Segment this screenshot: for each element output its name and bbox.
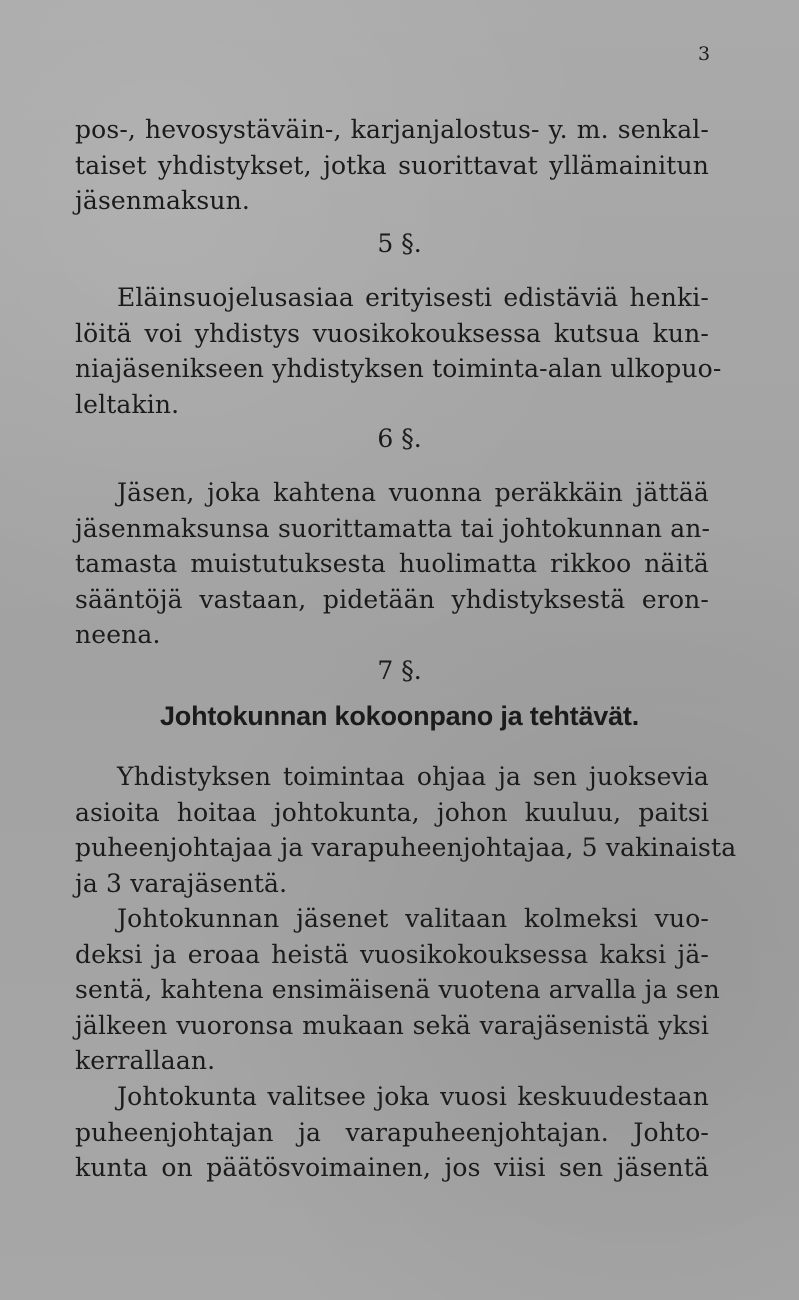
text-line: leltakin. [75,389,180,419]
section-number-5: 5 §. [377,229,422,258]
text-line: tamasta muistutuksesta huolimatta rikkoo näitä [75,549,709,578]
page-number: 3 [698,43,711,65]
text-line: asioita hoitaa johtokunta, johon kuuluu, paitsi [75,797,709,827]
text-line: pos-, hevosystäväin-, karjanjalostus- y. m. senkal- [75,115,709,144]
text-line: Eläinsuojelusasiaa erityisesti edistäviä henki- [117,283,709,312]
section-number-6: 6 §. [377,424,422,453]
paragraph-board-election [75,901,720,1079]
text-line: Yhdistyksen toimintaa ohjaa ja sen juoksevia [117,762,709,791]
paragraph-board-chair [75,1079,709,1186]
text-line: Jäsen, joka kahtena vuonna peräkkäin jättää [117,478,709,507]
text-line: deksi ja eroaa heistä vuosikokouksessa kaksi jä- [75,939,709,969]
text-line: jäsenmaksun. [75,186,250,215]
paragraph-honorary-members [75,280,722,422]
text-line: sääntöjä vastaan, pidetään yhdistyksestä eron- [75,584,709,614]
text-line: jäsenmaksunsa suorittamatta tai johtokunnan an- [75,513,711,543]
paragraph-member-removal [75,475,709,653]
text-line: kunta on päätösvoimainen, jos viisi sen jäsentä [75,1153,709,1182]
text-line: sentä, kahtena ensimäisenä vuotena arvalla ja sen [75,975,720,1004]
text-line: löitä voi yhdistys vuosikokouksessa kutsua kun- [75,318,709,348]
section-number-7: 7 §. [377,656,422,685]
text-line: niajäsenikseen yhdistyksen toiminta-alan ulkopuo- [75,354,722,383]
text-line: neena. [75,620,161,649]
text-line: Johtokunta valitsee joka vuosi keskuudestaan [117,1082,709,1111]
section-title: Johtokunnan kokoonpano ja tehtävät. [159,701,640,731]
text-line: puheenjohtajaa ja varapuheenjohtajaa, 5 vakinaista [75,833,737,862]
paragraph-membership-fee [75,112,709,219]
text-line: taiset yhdistykset, jotka suorittavat yllämainitun [75,150,709,180]
text-line: puheenjohtajan ja varapuheenjohtajan. Johto- [75,1117,709,1147]
paragraph-board-duties [75,759,737,901]
text-line: Johtokunnan jäsenet valitaan kolmeksi vuo- [117,904,709,933]
text-line: jälkeen vuoronsa mukaan sekä varajäsenistä yksi [75,1010,709,1040]
text-line: ja 3 varajäsentä. [75,868,288,898]
text-line: kerrallaan. [75,1046,216,1075]
